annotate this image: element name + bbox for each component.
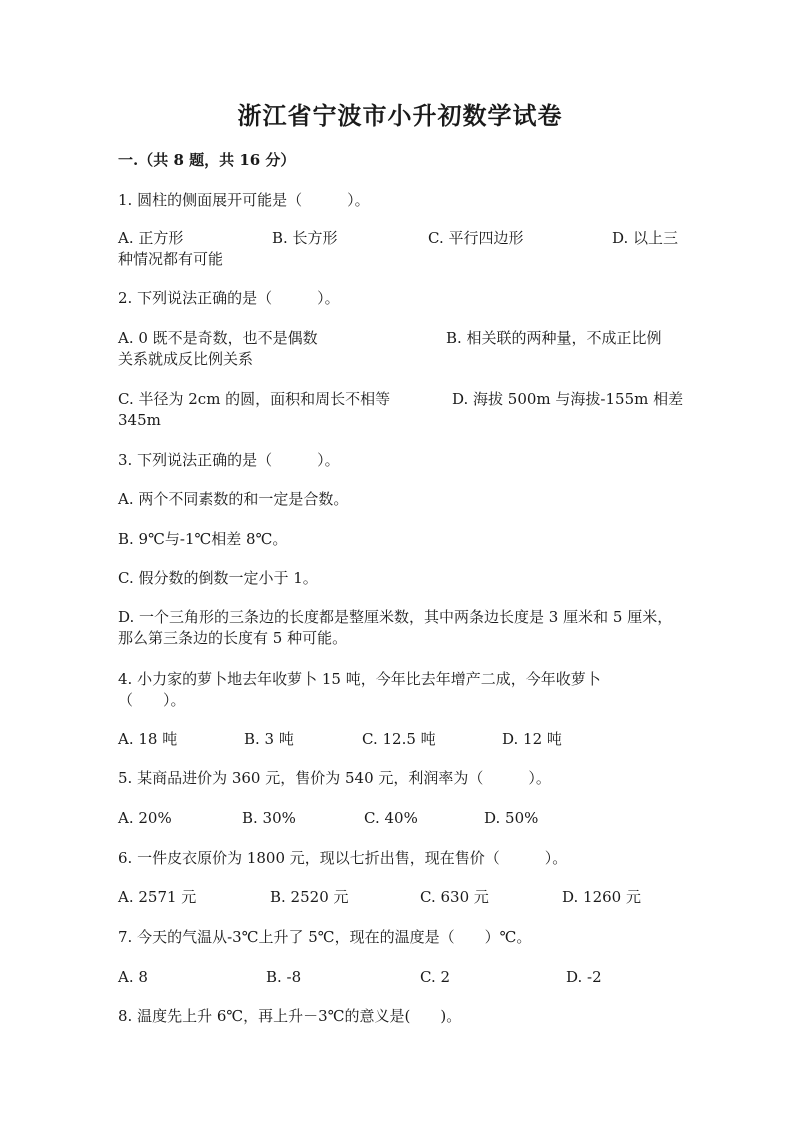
question-3-option-b: B. 9℃与-1℃相差 8℃。 (118, 530, 288, 548)
question-7-stem: 7. 今天的气温从-3℃上升了 5℃，现在的温度是（ ）℃。 (118, 928, 532, 946)
question-1-stem: 1. 圆柱的侧面展开可能是（ ）。 (118, 191, 370, 209)
question-1-option-a: A. 正方形 (118, 229, 184, 247)
question-3-stem: 3. 下列说法正确的是（ ）。 (118, 451, 340, 469)
question-1-option-d-continued: 种情况都有可能 (118, 250, 224, 268)
question-7-option-d: D. -2 (566, 968, 602, 986)
question-4-option-d: D. 12 吨 (502, 730, 562, 748)
question-6-option-b: B. 2520 元 (270, 888, 349, 906)
question-2-option-b-continued: 关系就成反比例关系 (118, 350, 254, 368)
question-4-option-c: C. 12.5 吨 (362, 730, 436, 748)
question-2-option-c: C. 半径为 2cm 的圆，面积和周长不相等 (118, 390, 391, 408)
question-5-option-b: B. 30% (242, 809, 296, 827)
question-6-stem: 6. 一件皮衣原价为 1800 元，现以七折出售，现在售价（ ）。 (118, 849, 568, 867)
question-6-option-a: A. 2571 元 (118, 888, 197, 906)
question-3-option-a: A. 两个不同素数的和一定是合数。 (118, 490, 349, 508)
question-4-stem-continued: （ ）。 (118, 691, 186, 709)
question-3-option-d: D. 一个三角形的三条边的长度都是整厘米数，其中两条边长度是 3 厘米和 5 厘米，那么第三条边的长度有 5 种可能。 (118, 608, 673, 647)
question-5-option-d: D. 50% (484, 809, 539, 827)
question-2-option-d-continued: 345m (118, 411, 161, 429)
question-2-option-a: A. 0 既不是奇数，也不是偶数 (118, 329, 318, 347)
question-7-option-c: C. 2 (420, 968, 451, 986)
question-5-stem: 5. 某商品进价为 360 元，售价为 540 元，利润率为（ ）。 (118, 769, 551, 787)
question-2-option-b: B. 相关联的两种量，不成正比例 (446, 329, 662, 347)
question-4-stem: 4. 小力家的萝卜地去年收萝卜 15 吨，今年比去年增产二成，今年收萝卜 (118, 670, 601, 688)
question-5-option-c: C. 40% (364, 809, 418, 827)
question-6-option-d: D. 1260 元 (562, 888, 641, 906)
question-4-option-b: B. 3 吨 (244, 730, 294, 748)
question-7-option-a: A. 8 (118, 968, 148, 986)
question-5-option-a: A. 20% (118, 809, 172, 827)
question-1-option-b: B. 长方形 (272, 229, 338, 247)
question-2-option-d: D. 海拔 500m 与海拔-155m 相差 (452, 390, 684, 408)
section-heading: 一.（共 8 题，共 16 分） (118, 151, 296, 169)
question-6-option-c: C. 630 元 (420, 888, 489, 906)
question-3-option-c: C. 假分数的倒数一定小于 1。 (118, 569, 318, 587)
question-4-option-a: A. 18 吨 (118, 730, 178, 748)
question-8-stem: 8. 温度先上升 6℃，再上升－3℃的意义是( )。 (118, 1007, 462, 1025)
exam-title: 浙江省宁波市小升初数学试卷 (237, 101, 563, 130)
question-7-option-b: B. -8 (266, 968, 302, 986)
question-1-option-d: D. 以上三 (612, 229, 679, 247)
question-2-stem: 2. 下列说法正确的是（ ）。 (118, 289, 340, 307)
question-1-option-c: C. 平行四边形 (428, 229, 524, 247)
